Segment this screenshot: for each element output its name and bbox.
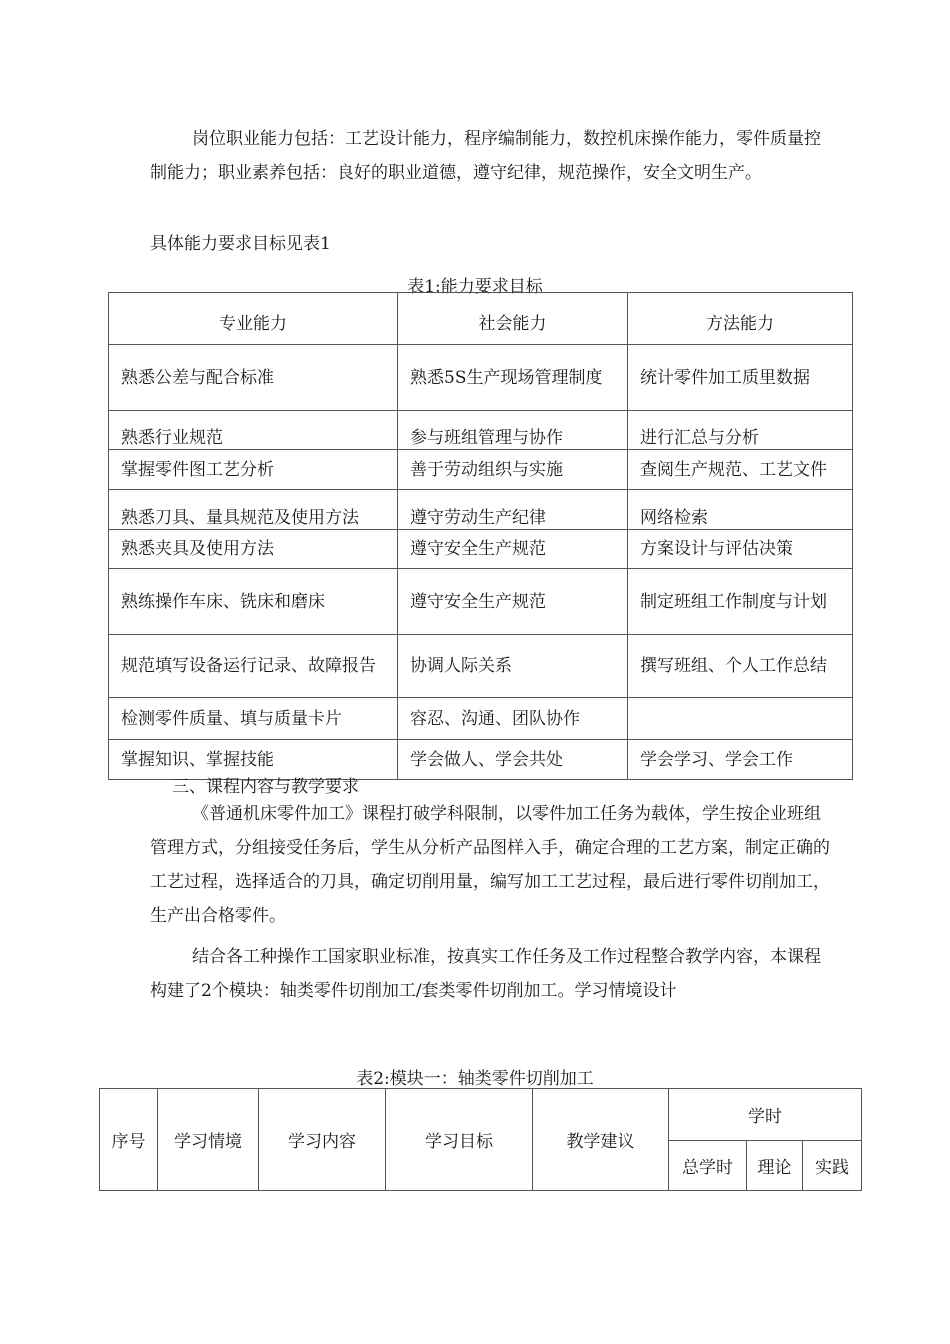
- header-cell: 学习内容: [259, 1089, 386, 1191]
- table2-caption: 表2:模块一：轴类零件切削加工: [356, 1069, 594, 1089]
- header-cell: 社会能力: [398, 293, 628, 345]
- table-cell: 善于劳动组织与实施: [398, 450, 628, 490]
- table-cell: 熟悉刀具、量具规范及使用方法: [109, 490, 398, 530]
- table-cell: 熟练操作车床、铣床和磨床: [109, 569, 398, 635]
- table-cell: 进行汇总与分析: [628, 411, 853, 450]
- intro-paragraph: 岗位职业能力包括：工艺设计能力，程序编制能力，数控机床操作能力，零件质量控制能力；职业素养包括：良好的职业道德，遵守纪律，规范操作，安全文明生产。: [150, 129, 821, 183]
- table-row: [109, 530, 853, 569]
- table-cell: 参与班组管理与协作: [398, 411, 628, 450]
- table-cell: 检测零件质量、填与质量卡片: [109, 698, 398, 740]
- table-cell: 统计零件加工质里数据: [628, 345, 853, 411]
- table-row: [109, 569, 853, 635]
- header-cell: 专业能力: [109, 293, 398, 345]
- header-cell: 实践: [803, 1141, 862, 1191]
- header-cell: 序号: [100, 1089, 158, 1191]
- header-cell: 教学建议: [533, 1089, 669, 1191]
- table-header-row: [100, 1089, 862, 1141]
- table-cell: 掌握零件图工艺分析: [109, 450, 398, 490]
- table1-caption: 表1:能力要求目标: [407, 277, 543, 297]
- table-cell: 熟悉夹具及使用方法: [109, 530, 398, 569]
- table-row: [109, 450, 853, 490]
- header-cell: 总学时: [669, 1141, 747, 1191]
- table-cell: 熟悉公差与配合标准: [109, 345, 398, 411]
- table-cell: 规范填写设备运行记录、故障报告: [109, 635, 398, 698]
- table-cell: 协调人际关系: [398, 635, 628, 698]
- table-cell: 遵守安全生产规范: [398, 569, 628, 635]
- table-cell: 遵守安全生产规范: [398, 530, 628, 569]
- table-row: [109, 698, 853, 740]
- table-cell: 撰写班组、个人工作总结: [628, 635, 853, 698]
- header-cell: 学时: [669, 1089, 862, 1141]
- section-heading: 三、课程内容与教学要求: [172, 777, 359, 797]
- table-cell: 熟悉5S生产现场管理制度: [398, 345, 628, 411]
- table-cell: 制定班组工作制度与计划: [628, 569, 853, 635]
- table-row: [109, 411, 853, 450]
- header-cell: 学习目标: [386, 1089, 533, 1191]
- table-cell: 遵守劳动生产纪律: [398, 490, 628, 530]
- section-paragraph-2: 结合各工种操作工国家职业标准，按真实工作任务及工作过程整合教学内容，本课程构建了2个模块：轴类零件切削加工/套类零件切削加工。学习情境设计: [150, 947, 821, 1001]
- ability-table: [108, 292, 853, 780]
- table-cell: 掌握知识、掌握技能: [109, 740, 398, 780]
- table-row: [109, 345, 853, 411]
- table-cell: 学会学习、学会工作: [628, 740, 853, 780]
- table-cell: [628, 698, 853, 740]
- table-row: [109, 490, 853, 530]
- table-header-row: [109, 293, 853, 345]
- header-cell: 方法能力: [628, 293, 853, 345]
- table-cell: 网络检索: [628, 490, 853, 530]
- see-table-note: 具体能力要求目标见表1: [150, 234, 331, 254]
- table-cell: 容忍、沟通、团队协作: [398, 698, 628, 740]
- table-cell: 方案设计与评估决策: [628, 530, 853, 569]
- header-cell: 学习情境: [158, 1089, 259, 1191]
- table-cell: 学会做人、学会共处: [398, 740, 628, 780]
- table-cell: 熟悉行业规范: [109, 411, 398, 450]
- module-table: [99, 1088, 862, 1191]
- table-cell: 查阅生产规范、工艺文件: [628, 450, 853, 490]
- header-cell: 理论: [747, 1141, 803, 1191]
- section-paragraph-1: 《普通机床零件加工》课程打破学科限制，以零件加工任务为载体，学生按企业班组管理方式，分组接受任务后，学生从分析产品图样入手，确定合理的工艺方案，制定正确的工艺过程，选择适合的刀具，确定切削用量，编写加工工艺过程，最后进行零件切削加工，生产出合格零件。: [150, 804, 830, 926]
- table-row: [109, 635, 853, 698]
